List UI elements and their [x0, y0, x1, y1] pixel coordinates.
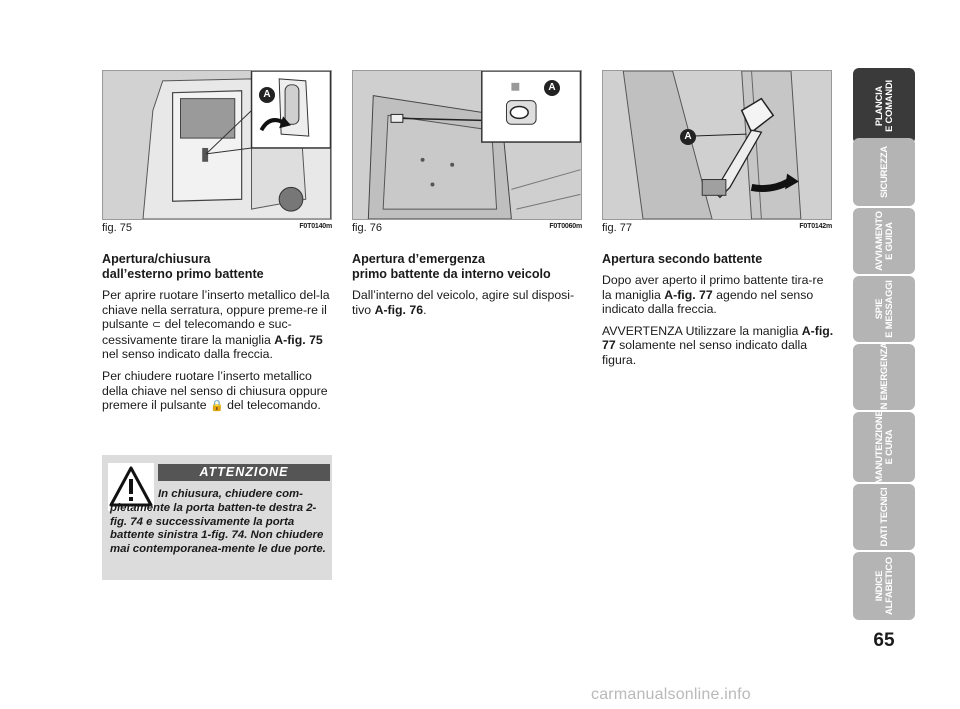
section-title [102, 252, 334, 282]
text-span: AVVERTENZA Utilizzare la maniglia [602, 323, 799, 338]
text-span: del telecomando. [227, 398, 321, 413]
title-line-2: primo battente da interno veicolo [352, 267, 551, 281]
tab-label: SPIE E MESSAGGI [873, 280, 894, 338]
paragraph-second-door [602, 273, 834, 317]
watermark: carmanualsonline.info [591, 686, 751, 703]
remote-unlock-button-icon: ⊂ [151, 319, 162, 332]
tab-indice-alfabetico[interactable] [853, 552, 915, 620]
warning-text: In chiusura, chiudere com-pletamente la porta batten-te destra 2-fig. 74 e successivamente la porta battente sinistra 1-fig. 74. Non chiudere mai contemporanea-mente le due porte. [110, 488, 326, 556]
text-span: agendo nel senso indicato dalla freccia. [602, 287, 814, 317]
figure-reference: A-fig. 76 [374, 302, 424, 317]
text-span: nel senso indicato dalla freccia. [102, 347, 273, 362]
paragraph-close [102, 369, 334, 414]
figure-label: fig. 75 [102, 222, 132, 234]
tab-label: MANUTENZIONE E CURA [873, 410, 894, 484]
callout-a-marker: A [259, 87, 275, 103]
page-number: 65 [873, 630, 895, 651]
text-span: Per chiudere ruotare l’inserto metallico della chiave nel senso di chiusura oppure premere il pulsante [102, 368, 328, 413]
section-title: Apertura secondo battente [602, 252, 763, 266]
tab-spie-e-messaggi[interactable] [853, 276, 915, 342]
tab-label: PLANCIA E COMANDI [873, 80, 894, 132]
text-span: del telecomando e suc-cessivamente tirare la maniglia [102, 317, 292, 347]
paragraph-warning-note [602, 324, 834, 368]
figure-75-image [102, 70, 332, 220]
figure-code: F0T0060m [549, 223, 582, 230]
callout-a-marker: A [680, 129, 696, 145]
figure-76-caption [352, 222, 582, 236]
tab-plancia-e-comandi[interactable] [853, 68, 915, 144]
title-line-1: Apertura/chiusura [102, 252, 211, 266]
title-line-1: Apertura d’emergenza [352, 252, 485, 266]
tab-avviamento-e-guida[interactable] [853, 208, 915, 274]
tab-label: INDICE ALFABETICO [873, 557, 894, 615]
tab-manutenzione-e-cura[interactable] [853, 412, 915, 482]
callout-a-marker: A [544, 80, 560, 96]
tab-label: SICUREZZA [878, 146, 889, 198]
text-span: . [423, 302, 427, 317]
figure-reference: A-fig. 77 [602, 323, 834, 353]
section-emergency-opening [352, 252, 584, 324]
figure-label: fig. 76 [352, 222, 382, 234]
figure-76-image [352, 70, 582, 220]
figure-reference: A-fig. 77 [664, 287, 713, 302]
text-span: Dopo aver aperto il primo battente tira-re la maniglia [602, 273, 824, 302]
figure-code: F0T0140m [299, 223, 332, 230]
van-rear-door-illustration [103, 71, 331, 219]
tab-label: AVVIAMENTO E GUIDA [873, 211, 894, 271]
figure-77-caption [602, 222, 832, 236]
text-span: solamente nel senso indicato dalla figura. [602, 338, 808, 367]
warning-title: ATTENZIONE [158, 464, 330, 481]
figure-code: F0T0142m [799, 223, 832, 230]
title-line-2: dall’esterno primo battente [102, 267, 264, 281]
second-door-handle-illustration [603, 71, 831, 219]
tab-label: IN EMERGENZA [878, 342, 889, 412]
figure-77-image [602, 70, 832, 220]
figure-75-caption [102, 222, 332, 236]
tab-label: DATI TECNICI [878, 487, 889, 547]
figure-label: fig. 77 [602, 222, 632, 234]
remote-lock-button-icon: 🔒 [210, 400, 224, 413]
figure-reference: A-fig. 75 [274, 332, 323, 347]
paragraph-open [102, 288, 334, 362]
warning-box [102, 455, 332, 580]
section-title [352, 252, 584, 282]
section-open-close-first-door [102, 252, 334, 421]
text-span: Dall’interno del veicolo, agire sul disposi-tivo [352, 288, 575, 317]
tab-in-emergenza[interactable] [853, 344, 915, 410]
section-second-door-opening [602, 252, 834, 375]
paragraph-emergency [352, 288, 584, 317]
text-span: Per aprire ruotare l’inserto metallico del-la chiave nella serratura, oppure preme-re il pulsante [102, 288, 330, 332]
tab-dati-tecnici[interactable] [853, 484, 915, 550]
tab-sicurezza[interactable] [853, 138, 915, 206]
